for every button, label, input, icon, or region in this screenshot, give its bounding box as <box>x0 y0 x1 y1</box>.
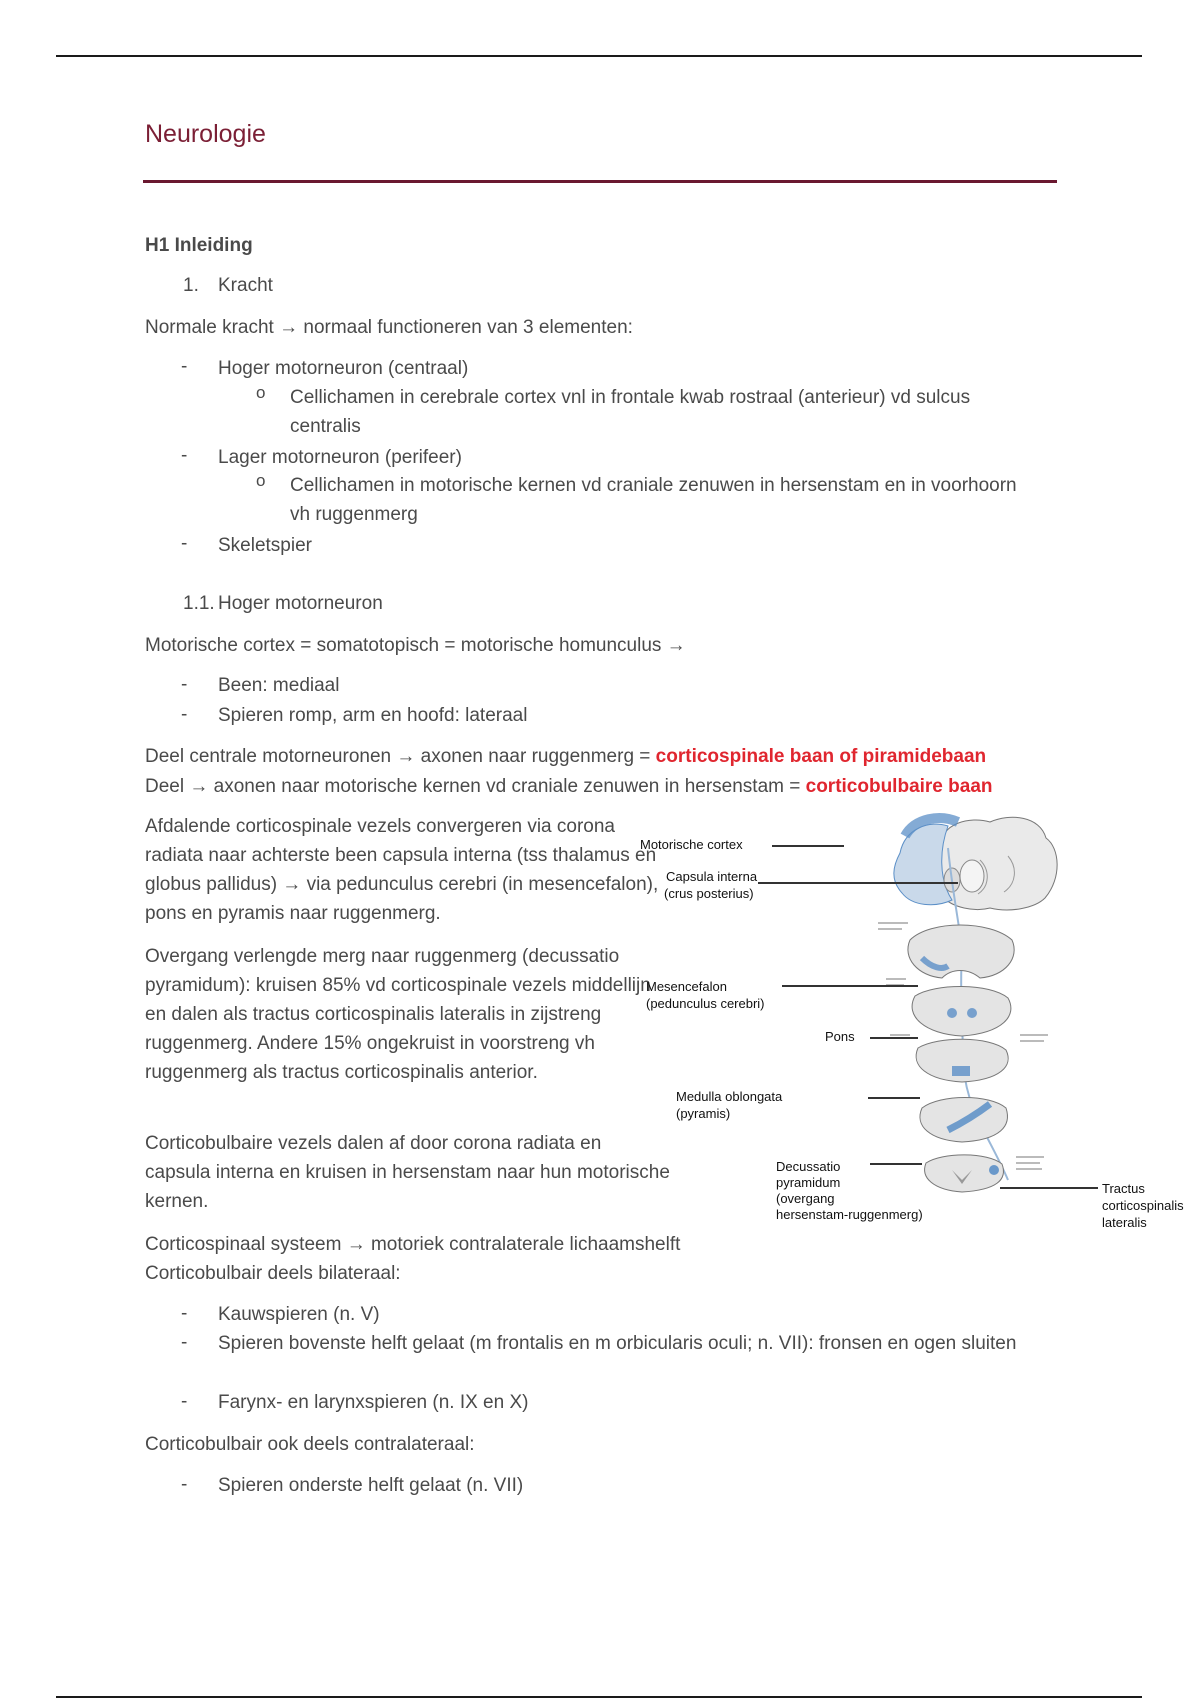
summary-text: Corticobulbair deels bilateraal: <box>145 1263 401 1284</box>
sub-list-item: Cellichamen in cerebrale cortex vnl in frontale kwab rostraal (anterieur) vd sulcus centralis <box>290 387 971 437</box>
intro-text: Normale kracht → normaal functioneren van 3 elementen: <box>145 317 633 338</box>
list-item: Spieren romp, arm en hoofd: lateraal <box>218 705 528 726</box>
label-capsula-interna: Capsula interna <box>666 869 758 884</box>
leader-line <box>868 1097 920 1099</box>
leader-line <box>772 845 844 847</box>
leader-line <box>1000 1187 1098 1189</box>
medulla-section <box>916 1039 1008 1082</box>
list-item: Lager motorneuron (perifeer) <box>218 447 462 468</box>
label-motor-cortex: Motorische cortex <box>640 837 743 852</box>
list-item: Spieren bovenste helft gelaat (m frontalis en m orbicularis oculi; n. VII): fronsen en ogen sluiten <box>218 1333 1017 1354</box>
label-capsula-interna-2: (crus posterius) <box>664 886 754 901</box>
dash-bullet: - <box>181 674 188 695</box>
brain-illustration <box>690 808 1200 1240</box>
label-medulla: Medulla oblongata <box>676 1089 783 1104</box>
list-item: Kauwspieren (n. V) <box>218 1304 380 1325</box>
homunculus-text: Motorische cortex = somatotopisch = motorische homunculus → <box>145 635 686 656</box>
leader-line <box>782 985 918 987</box>
corticospinal-figure <box>640 808 1200 1240</box>
contra-intro: Corticobulbair ook deels contralateraal: <box>145 1434 475 1455</box>
label-decussatio: Decussatio <box>776 1159 841 1174</box>
subsection-heading: Hoger motorneuron <box>218 593 383 614</box>
spinal-cord-section <box>925 1155 1004 1192</box>
mesencephalon-section <box>908 925 1014 978</box>
tract-line-2 <box>145 772 993 801</box>
brain-coronal-section <box>894 817 1057 910</box>
section-number: 1. <box>183 275 199 296</box>
leader-line <box>870 1163 922 1165</box>
label-tractus-2: corticospinalis <box>1102 1198 1184 1213</box>
dash-bullet: - <box>181 1474 188 1495</box>
top-rule <box>56 55 1142 57</box>
paragraph: Afdalende corticospinale vezels convergeren via corona radiata naar achterste been capsula interna (tss thalamus en globus pallidus) → via pedunculus cerebri (in mesencefalon), pons en pyramis naar ruggenmerg. <box>145 816 659 924</box>
list-item: Been: mediaal <box>218 675 340 696</box>
tract-highlight: corticobulbaire baan <box>805 776 993 797</box>
list-item: Skeletspier <box>218 535 312 556</box>
label-mesencefalon-2: (pedunculus cerebri) <box>646 996 765 1011</box>
label-decussatio-4: hersenstam-ruggenmerg) <box>776 1207 923 1222</box>
circle-bullet: o <box>256 383 266 402</box>
label-tractus: Tractus <box>1102 1181 1145 1196</box>
circle-bullet: o <box>256 471 266 490</box>
tract-highlight: corticospinale baan of piramidebaan <box>655 746 987 767</box>
dash-bullet: - <box>181 356 188 377</box>
dash-bullet: - <box>181 533 188 554</box>
list-item: Farynx- en larynxspieren (n. IX en X) <box>218 1392 529 1413</box>
subsection-number: 1.1. <box>183 593 215 614</box>
label-pons: Pons <box>825 1029 855 1044</box>
paragraph: Corticobulbaire vezels dalen af door corona radiata en capsula interna en kruisen in hersenstam naar hun motorische kernen. <box>145 1133 670 1212</box>
chapter-heading: H1 Inleiding <box>145 235 253 256</box>
label-decussatio-3: (overgang <box>776 1191 835 1206</box>
dash-bullet: - <box>181 1391 188 1412</box>
tract-text: Deel centrale motorneuronen → axonen naar ruggenmerg = <box>145 746 656 767</box>
tract-line-1 <box>145 742 986 771</box>
decussation-section <box>920 1098 1008 1143</box>
title-underline <box>143 180 1057 183</box>
leader-line <box>870 1037 918 1039</box>
label-tractus-3: lateralis <box>1102 1215 1147 1230</box>
label-medulla-2: (pyramis) <box>676 1106 731 1121</box>
sub-list-item: Cellichamen in motorische kernen vd craniale zenuwen in hersenstam en in voorhoorn vh ruggenmerg <box>290 475 1017 525</box>
pons-section <box>912 986 1011 1036</box>
page-title: Neurologie <box>145 120 266 148</box>
summary-text: Corticospinaal systeem → motoriek contralaterale lichaamshelft <box>145 1234 681 1255</box>
list-item: Spieren onderste helft gelaat (n. VII) <box>218 1475 524 1496</box>
dash-bullet: - <box>181 445 188 466</box>
tract-text: Deel → axonen naar motorische kernen vd craniale zenuwen in hersenstam = <box>145 776 806 797</box>
dash-bullet: - <box>181 1332 188 1353</box>
section-heading: Kracht <box>218 275 273 296</box>
bottom-rule <box>56 1696 1142 1698</box>
label-decussatio-2: pyramidum <box>776 1175 841 1190</box>
dash-bullet: - <box>181 1303 188 1324</box>
dash-bullet: - <box>181 704 188 725</box>
label-mesencefalon: Mesencefalon <box>646 979 727 994</box>
paragraph: Overgang verlengde merg naar ruggenmerg (decussatio pyramidum): kruisen 85% vd corticospinale vezels middellijn en dalen als tractus corticospinalis lateralis in zijstreng ruggenmerg. Andere 15% ongekruist in voorstreng vh ruggenmerg als tractus corticospinalis anterior. <box>145 946 651 1083</box>
list-item: Hoger motorneuron (centraal) <box>218 358 469 379</box>
leader-line <box>758 882 958 884</box>
